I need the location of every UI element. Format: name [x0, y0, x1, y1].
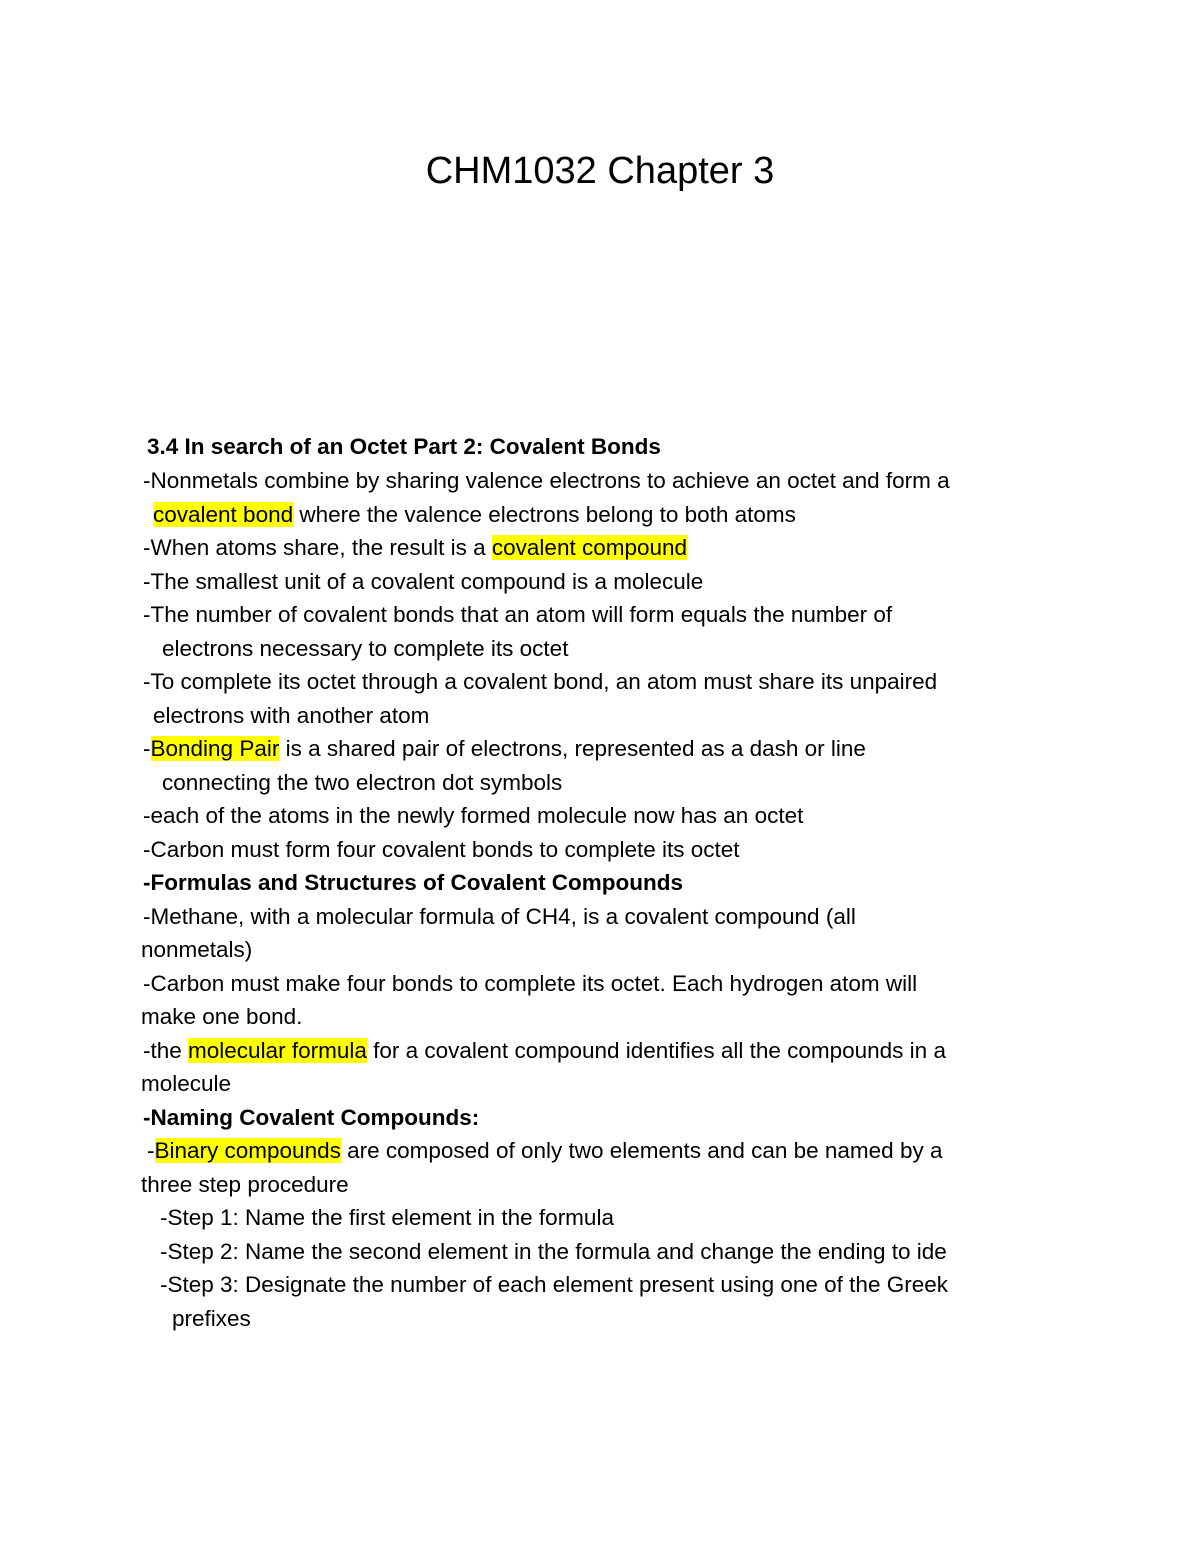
- note-line: -The number of covalent bonds that an atom will form equals the number of: [143, 602, 893, 627]
- note-line: [143, 732, 866, 766]
- step-line: -Step 2: Name the second element in the formula and change the ending to ide: [160, 1239, 947, 1264]
- subheading: -Formulas and Structures of Covalent Compounds: [143, 870, 684, 895]
- note-line: -Methane, with a molecular formula of CH4, is a covalent compound (all: [143, 904, 856, 929]
- note-text: for a covalent compound identifies all the compounds in a: [366, 1038, 946, 1063]
- note-text: are composed of only two elements and can be named by a: [340, 1138, 943, 1163]
- note-line: [147, 1134, 942, 1168]
- note-line: -each of the atoms in the newly formed molecule now has an octet: [143, 803, 804, 828]
- section-heading: 3.4 In search of an Octet Part 2: Covalent Bonds: [147, 434, 661, 459]
- step-line: -Step 1: Name the first element in the formula: [160, 1205, 614, 1230]
- note-text: -: [147, 1138, 155, 1163]
- note-line: connecting the two electron dot symbols: [162, 770, 563, 795]
- note-line: [143, 1034, 946, 1068]
- step-line: prefixes: [172, 1306, 251, 1331]
- note-text: -When atoms share, the result is a: [143, 535, 492, 560]
- highlighted-term: molecular formula: [188, 1038, 367, 1063]
- note-text: -the: [143, 1038, 189, 1063]
- subheading: -Naming Covalent Compounds:: [143, 1105, 480, 1130]
- note-text: -: [143, 736, 151, 761]
- highlighted-term: Binary compounds: [154, 1138, 341, 1163]
- note-text: is a shared pair of electrons, represented as a dash or line: [279, 736, 866, 761]
- note-line: three step procedure: [141, 1172, 349, 1197]
- note-line: molecule: [141, 1071, 232, 1096]
- highlighted-term: covalent compound: [491, 535, 688, 560]
- note-line: -Carbon must make four bonds to complete its octet. Each hydrogen atom will: [143, 971, 918, 996]
- note-line: -Carbon must form four covalent bonds to complete its octet: [143, 837, 740, 862]
- note-line: [143, 531, 687, 565]
- note-line: make one bond.: [141, 1004, 303, 1029]
- note-line: -Nonmetals combine by sharing valence electrons to achieve an octet and form a: [143, 468, 950, 493]
- note-text: where the valence electrons belong to both atoms: [293, 502, 796, 527]
- step-line: -Step 3: Designate the number of each element present using one of the Greek: [160, 1272, 948, 1297]
- note-line: -The smallest unit of a covalent compound is a molecule: [143, 569, 704, 594]
- note-line: -To complete its octet through a covalent bond, an atom must share its unpaired: [143, 669, 938, 694]
- highlighted-term: Bonding Pair: [150, 736, 280, 761]
- note-line: electrons with another atom: [153, 703, 430, 728]
- page-title: CHM1032 Chapter 3: [425, 150, 775, 192]
- highlighted-term: covalent bond: [153, 502, 294, 527]
- note-line: [153, 498, 796, 532]
- note-line: electrons necessary to complete its octet: [162, 636, 569, 661]
- note-line: nonmetals): [141, 937, 253, 962]
